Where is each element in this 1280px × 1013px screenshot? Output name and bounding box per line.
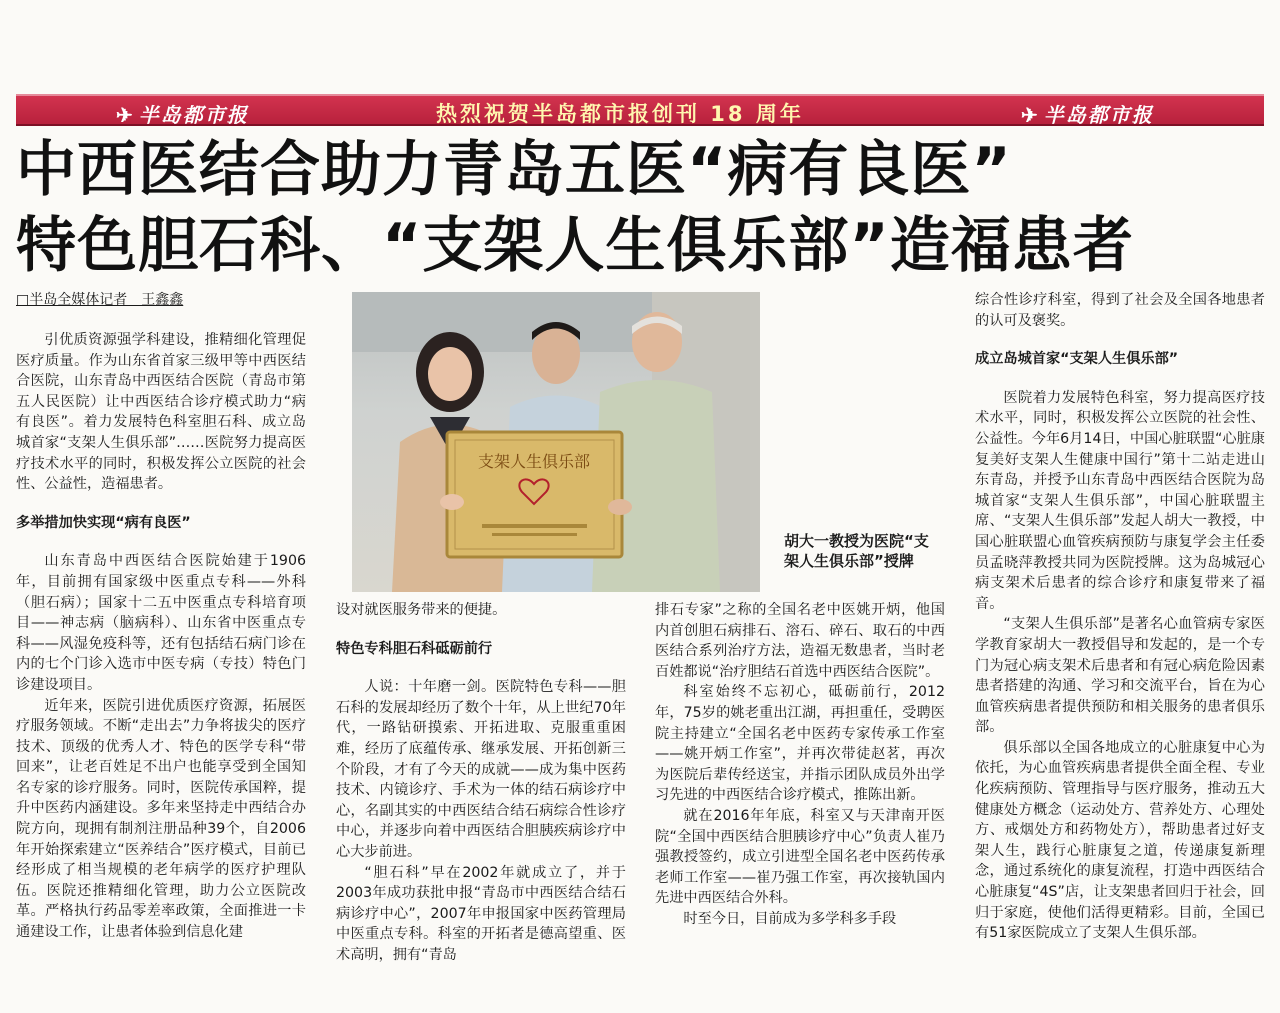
photo-illustration xyxy=(352,292,760,592)
article-column-2 xyxy=(336,600,626,1000)
paragraph: 设对就医服务带来的便捷。 xyxy=(336,602,507,618)
newspaper-logo-right xyxy=(1021,99,1154,128)
paragraph: 医院着力发展特色科室，努力提高医疗技术水平，同时，积极发挥公立医院的社会性、公益性。今年6月14日，中国心脏联盟“心脏康复美好支架人生健康中国行”第十二站走进山东青岛，并授予山东青岛中西医结合医院为岛城首家“支架人生俱乐部”，中国心脏联盟主席、“支架人生俱乐部”发起人胡大一教授，中国心脏联盟心血管疾病预防与康复学会主任委员孟晓萍教授共同为医院授牌。这为岛城冠心病支架术后患者的综合诊疗和康复带来了福音。 xyxy=(975,389,1265,612)
plaque xyxy=(447,432,622,557)
paragraph: 俱乐部以全国各地成立的心脏康复中心为依托，为心血管疾病患者提供全面全程、专业化疾病预防、管理指导与医疗服务，推动五大健康处方概念（运动处方、营养处方、心理处方、戒烟处方和药物处方），帮助患者过好支架人生，践行心脏康复之道，传递康复新理念，通过系统化的康复流程，打造中西医结合心脏康复“4S”店，让支架患者回归于社会，回归于家庭，使他们活得更精彩。目前，全国已有51家医院成立了支架人生俱乐部。 xyxy=(975,739,1265,942)
newspaper-logo-left xyxy=(116,99,249,128)
paragraph: 就在2016年年底，科室又与天津南开医院“全国中西医结合胆胰诊疗中心”负责人崔乃强教授签约，成立引进型全国名老中医药传承老师工作室——崔乃强工作室，再次接轨国内先进中西医结合外科。 xyxy=(655,807,945,907)
article-column-1 xyxy=(16,330,306,1000)
plaque-title: 支架人生俱乐部 xyxy=(477,452,591,471)
anniversary-slogan: 热烈祝贺半岛都市报创刊 18 周年 xyxy=(436,102,804,126)
bird-logo-icon: ✈ xyxy=(116,103,135,127)
paragraph: 排石专家”之称的全国名老中医姚开炳，他国内首创胆石病排石、溶石、碎石、取石的中西医结合系列治疗方法，造福无数患者，当时老百姓都说“治疗胆结石首选中西医结合医院”。 xyxy=(655,602,945,680)
masthead-banner xyxy=(16,94,1264,126)
award-photo xyxy=(352,292,760,592)
paragraph: 引优质资源强学科建设，推精细化管理促医疗质量。作为山东省首家三级甲等中西医结合医院，山东青岛中西医结合医院（青岛市第五人民医院）让中西医结合诊疗模式助力“病有良医”。着力发展特色科室胆石科、成立岛城首家“支架人生俱乐部”……医院努力提高医疗技术水平的同时，积极发挥公立医院的社会性、公益性，造福患者。 xyxy=(16,332,306,493)
paragraph: 山东青岛中西医结合医院始建于1906年，目前拥有国家级中医重点专科——外科（胆石病）；国家十二五中医重点专科培育项目——神志病（脑病科）、山东省中医重点专科——风湿免疫科等，还有包括结石病门诊在内的七个门诊入选市中医专病（专技）特色门诊建设项目。 xyxy=(16,553,306,693)
paragraph: “支架人生俱乐部”是著名心血管病专家医学教育家胡大一教授倡导和发起的，是一个专门为冠心病支架术后患者和有冠心病危险因素患者搭建的沟通、学习和交流平台，旨在为心血管疾病患者提供预防和相关服务的患者俱乐部。 xyxy=(975,616,1265,736)
section-heading: 成立岛城首家“支架人生俱乐部” xyxy=(975,351,1179,368)
article-column-3 xyxy=(655,600,945,1000)
byline: □半岛全媒体记者 王鑫鑫 xyxy=(16,292,184,308)
article-column-4 xyxy=(975,290,1265,1000)
paragraph: 时至今日，目前成为多学科多手段 xyxy=(683,910,897,927)
paragraph: 人说：十年磨一剑。医院特色专科——胆石科的发展却经历了数个十年，从上世纪70年代，一路钻研摸索、开拓进取、克服重重困难，经历了底蕴传承、继承发展、开拓创新三个阶段，才有了今天的成就——成为集中医药技术、内镜诊疗、手术为一体的结石病诊疗中心，名副其实的中西医结合结石病综合性诊疗中心，并逐步向着中西医结合胆胰疾病诊疗中心大步前进。 xyxy=(336,679,626,860)
logo-text: 半岛都市报 xyxy=(138,103,249,127)
paragraph: 综合性诊疗科室，得到了社会及全国各地患者的认可及褒奖。 xyxy=(975,292,1265,329)
paragraph: “胆石科”早在2002年就成立了，并于2003年成功获批申报“青岛市中西医结合结石病诊疗中心”，2007年申报国家中医药管理局中医重点专科。科室的开拓者是德高望重、医术高明，拥有“青岛 xyxy=(336,864,626,963)
paragraph: 科室始终不忘初心，砥砺前行，2012年，75岁的姚老重出江湖，再担重任，受聘医院主持建立“全国名老中医药专家传承工作室——姚开炳工作室”，并再次带徒赵茗，再次为医院后辈传经送宝，并指示团队成员外出学习先进的中西医结合诊疗模式，推陈出新。 xyxy=(655,684,945,804)
section-heading: 多举措加快实现“病有良医” xyxy=(16,514,191,531)
paragraph: 近年来，医院引进优质医疗资源，拓展医疗服务领域。不断“走出去”力争将拔尖的医疗技术、顶级的优秀人才、特色的医学专科“带回来”，让老百姓足不出户也能享受到全国知名专家的诊疗服务。同时，医院传承国粹，提升中医药内涵建设。多年来坚持走中西结合办院方向，现拥有制剂注册品种39个，自2006年开始探索建立“医养结合”医疗模式，目前已经形成了相当规模的老年病学的医疗护理队伍。医院还推精细化管理，助力公立医院改革。严格执行药品零差率政策，全面推进一卡通建设工作，让患者体验到信息化建 xyxy=(16,697,306,941)
headline-line-1: 中西医结合助力青岛五医“病有良医” xyxy=(16,135,1012,205)
bird-logo-icon: ✈ xyxy=(1021,103,1040,127)
section-heading: 特色专科胆石科砥砺前行 xyxy=(336,640,493,657)
logo-text: 半岛都市报 xyxy=(1043,103,1154,127)
photo-caption: 胡大一教授为医院“支架人生俱乐部”授牌 xyxy=(784,532,929,570)
headline-line-2: 特色胆石科、“支架人生俱乐部”造福患者 xyxy=(16,211,1134,281)
